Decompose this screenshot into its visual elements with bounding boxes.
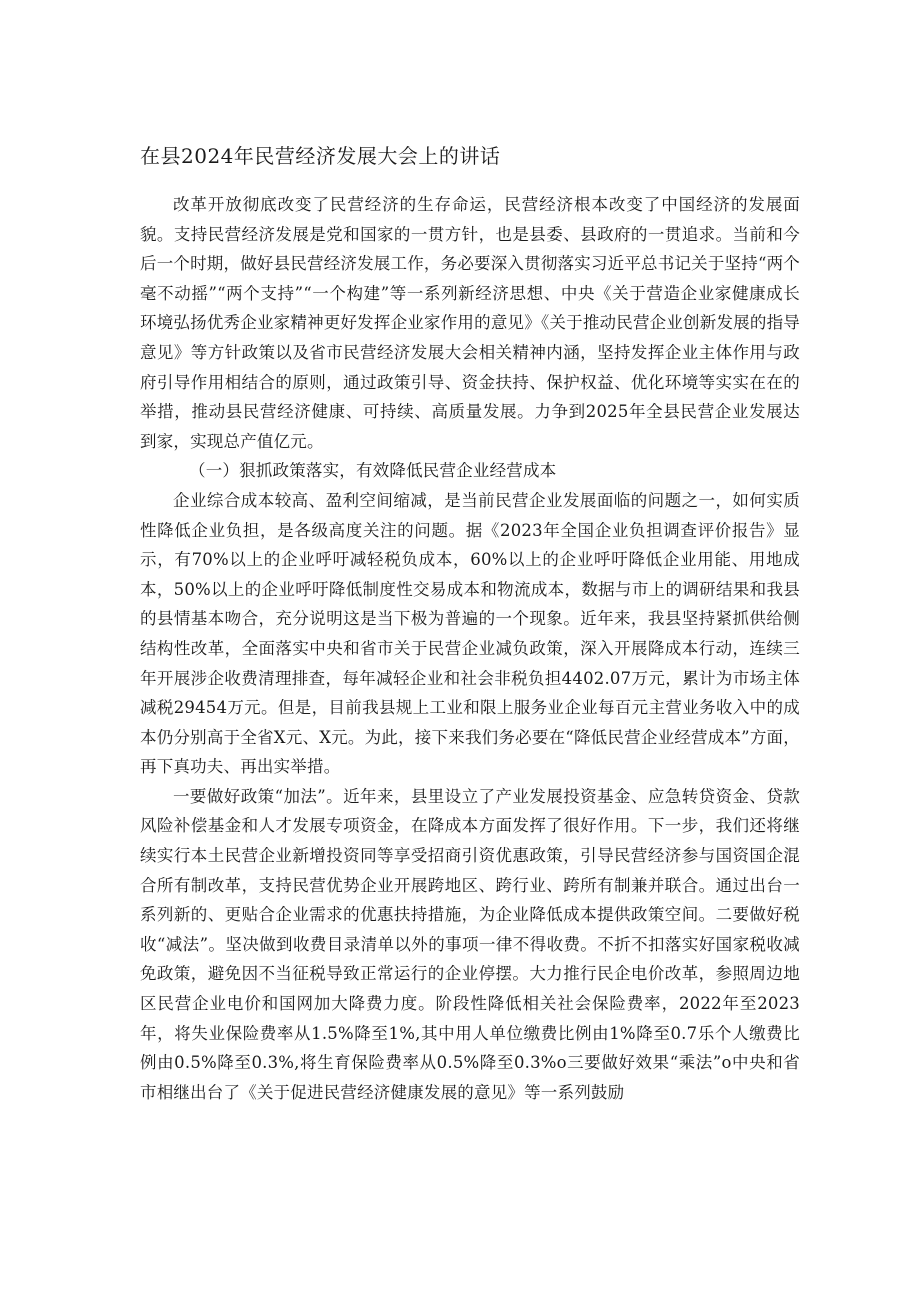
document-title: 在县2024年民营经济发展大会上的讲话 [140, 144, 501, 168]
cost-analysis-paragraph: 企业综合成本较高、盈利空间缩减，是当前民营企业发展面临的问题之一，如何实质性降低企业负担，是各级高度关注的问题。据《2023年全国企业负担调查评价报告》显示，有70%以上的企业呼吁减轻税负成本，60%以上的企业呼吁降低企业用能、用地成本，50%以上的企业呼吁降低制度性交易成本和物流成本，数据与市上的调研结果和我县的县情基本吻合，充分说明这是当下极为普遍的一个现象。近年来，我县坚持紧抓供给侧结构性改革，全面落实中央和省市关于民营企业减负政策，深入开展降成本行动，连续三年开展涉企收费清理排查，每年减轻企业和社会非税负担4402.07万元，累计为市场主体减税29454万元。但是，目前我县规上工业和限上服务业企业每百元主营业务收入中的成本仍分别高于全省X元、X元。为此，接下来我们务必要在“降低民营企业经营成本”方面，再下真功夫、再出实举措。 [140, 490, 800, 777]
section-heading: （一）狠抓政策落实，有效降低民营企业经营成本 [189, 461, 557, 481]
document-body [140, 190, 800, 1107]
intro-paragraph: 改革开放彻底改变了民营经济的生存命运，民营经济根本改变了中国经济的发展面貌。支持民营经济发展是党和国家的一贯方针，也是县委、县政府的一贯追求。当前和今后一个时期，做好县民营经济发展工作，务必要深入贯彻落实习近平总书记关于坚持“两个毫不动摇”“两个支持”“一个构建”等一系列新经济思想、中央《关于营造企业家健康成长环境弘扬优秀企业家精神更好发挥企业家作用的意见》《关于推动民营企业创新发展的指导意见》等方针政策以及省市民营经济发展大会相关精神内涵，坚持发挥企业主体作用与政府引导作用相结合的原则，通过政策引导、资金扶持、保护权益、优化环境等实实在在的举措，推动县民营经济健康、可持续、高质量发展。力争到2025年全县民营企业发展达到家，实现总产值亿元。 [140, 195, 800, 451]
measures-paragraph: 一要做好政策“加法”。近年来，县里设立了产业发展投资基金、应急转贷资金、贷款风险补偿基金和人才发展专项资金，在降成本方面发挥了很好作用。下一步，我们还将继续实行本土民营企业新增投资同等享受招商引资优惠政策，引导民营经济参与国资国企混合所有制改革，支持民营优势企业开展跨地区、跨行业、跨所有制兼并联合。通过出台一系列新的、更贴合企业需求的优惠扶持措施，为企业降低成本提供政策空间。二要做好税收“减法”。坚决做到收费目录清单以外的事项一律不得收费。不折不扣落实好国家税收减免政策，避免因不当征税导致正常运行的企业停摆。大力推行民企电价改革，参照周边地区民营企业电价和国网加大降费力度。阶段性降低相关社会保险费率，2022年至2023年，将失业保险费率从1.5%降至1%,其中用人单位缴费比例由1%降至0.7乐个人缴费比例由0.5%降至0.3%,将生育保险费率从0.5%降至0.3%o三要做好效果“乘法”o中央和省市相继出台了《关于促进民营经济健康发展的意见》等一系列鼓励 [140, 786, 800, 1102]
